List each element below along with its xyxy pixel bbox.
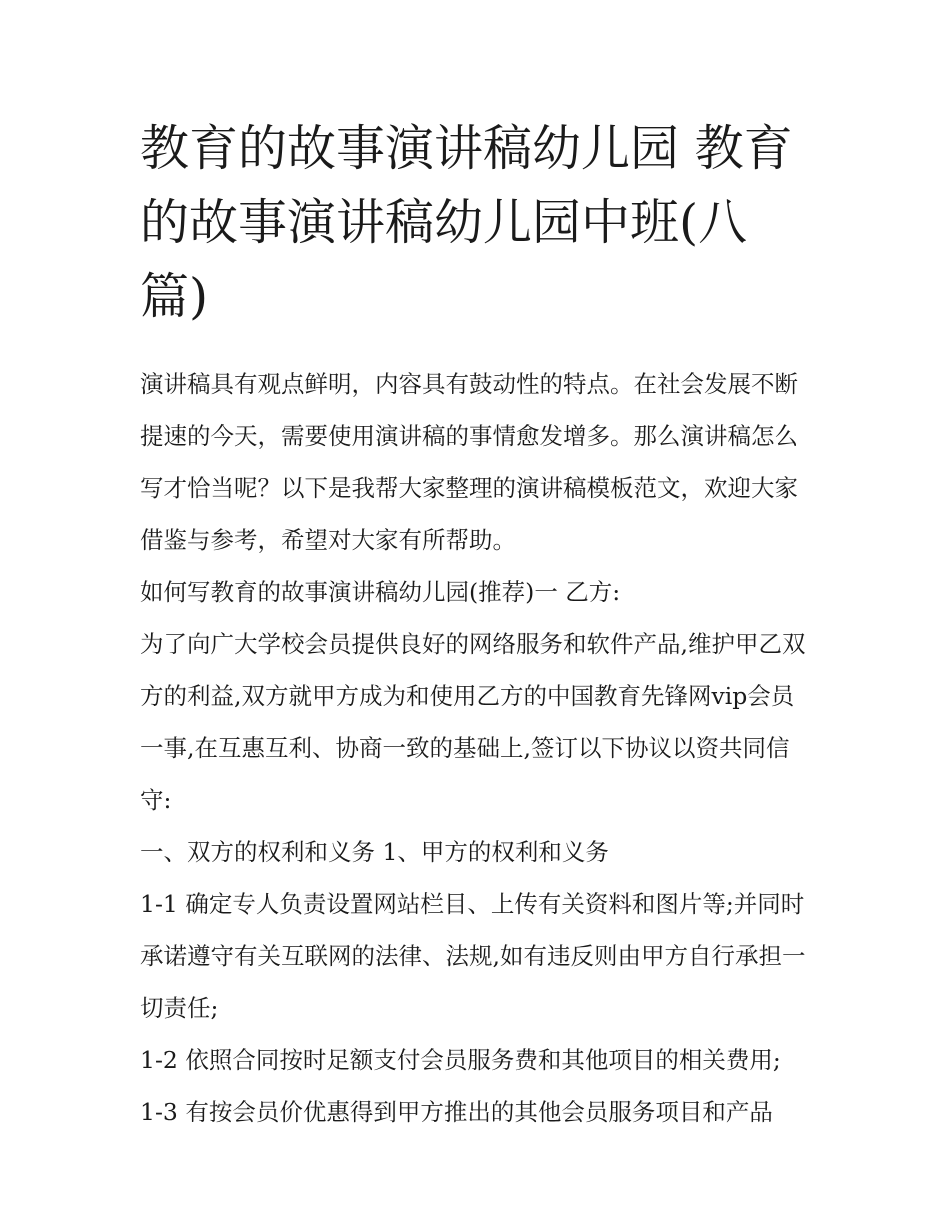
clause-1-3: 1-3 有按会员价优惠得到甲方推出的其他会员服务项目和产品 bbox=[140, 1098, 773, 1126]
rights-heading: 一、双方的权利和义务 1、甲方的权利和义务 bbox=[140, 838, 609, 866]
agreement-paragraph: 为了向广大学校会员提供良好的网络服务和软件产品,维护甲乙双方的利益,双方就甲方成为和使用乙方的中国教育先锋网vip会员一事,在互惠互利、协商一致的基础上,签订以下协议以资共同信守: bbox=[140, 630, 806, 814]
clause-1-1: 1-1 确定专人负责设置网站栏目、上传有关资料和图片等;并同时承诺遵守有关互联网的法律、法规,如有违反则由甲方自行承担一切责任; bbox=[140, 890, 806, 1022]
document-body bbox=[140, 358, 812, 1138]
clause-1-2: 1-2 依照合同按时足额支付会员服务费和其他项目的相关费用; bbox=[140, 1046, 781, 1074]
intro-paragraph: 演讲稿具有观点鲜明，内容具有鼓动性的特点。在社会发展不断提速的今天，需要使用演讲稿的事情愈发增多。那么演讲稿怎么写才恰当呢？以下是我帮大家整理的演讲稿模板范文，欢迎大家借鉴与参考，希望对大家有所帮助。 bbox=[140, 370, 798, 554]
document-title: 教育的故事演讲稿幼儿园 教育的故事演讲稿幼儿园中班(八篇) bbox=[140, 120, 793, 325]
document-page bbox=[140, 112, 812, 1138]
section-heading: 如何写教育的故事演讲稿幼儿园(推荐)一 乙方: bbox=[140, 578, 621, 606]
